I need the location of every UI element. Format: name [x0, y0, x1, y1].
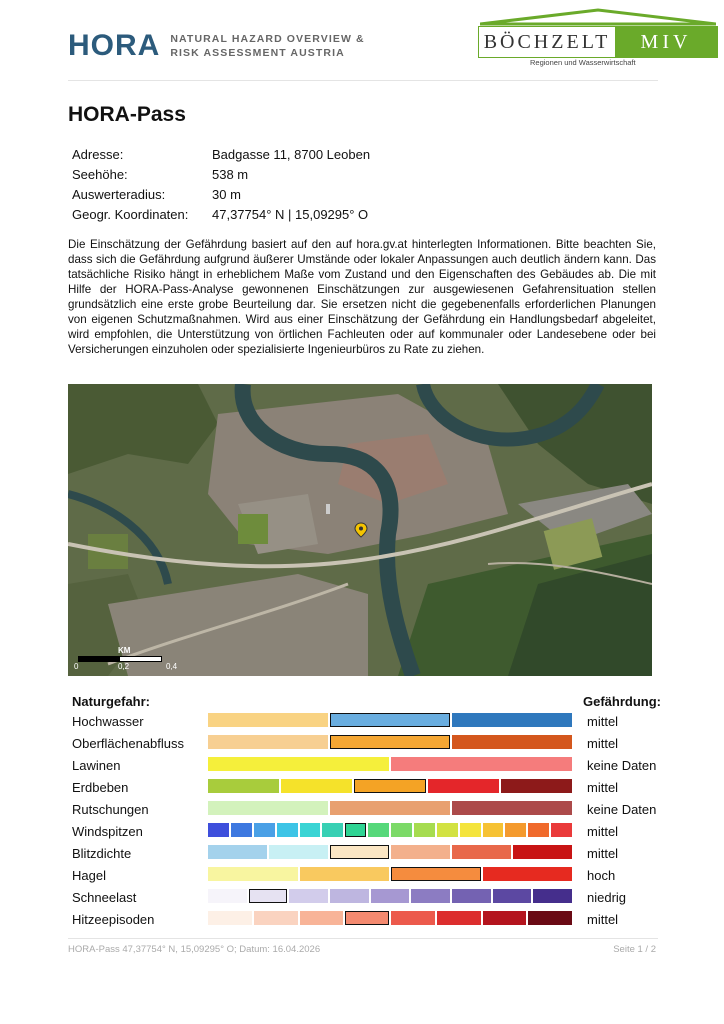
hazard-level: hoch [587, 868, 616, 883]
hazard-level: keine Daten [587, 802, 657, 817]
hazard-scale-segment [330, 801, 450, 815]
hazard-scale-segment [208, 845, 267, 859]
hazard-scale-segment [391, 911, 435, 925]
scale-tick: 0 [74, 662, 79, 671]
hazard-scale-segment [501, 779, 572, 793]
hazard-scale-bar [208, 779, 572, 793]
hazard-scale-segment [289, 889, 328, 903]
hazard-scale-segment [208, 823, 229, 837]
hazard-scale-segment [391, 845, 450, 859]
hazard-scale-segment [528, 911, 572, 925]
hazard-scale-segment [300, 911, 344, 925]
info-label: Geogr. Koordinaten: [72, 207, 189, 222]
page-number: Seite 1 / 2 [613, 944, 656, 955]
hazard-scale-segment [322, 823, 343, 837]
footer-divider [68, 938, 658, 939]
hazard-name: Hochwasser [72, 714, 144, 729]
hazard-scale-segment-selected [354, 779, 425, 793]
hazard-scale-bar [208, 823, 572, 837]
partner-logo [478, 8, 718, 70]
hazard-scale-bar [208, 867, 572, 881]
hazard-scale-segment-selected [345, 911, 389, 925]
hazard-name: Oberflächenabfluss [72, 736, 185, 751]
hazard-scale-segment [460, 823, 481, 837]
hazard-column-header: Naturgefahr: [72, 694, 151, 709]
hazard-scale-segment [208, 713, 328, 727]
partner-logo-tagline: Regionen und Wasserwirtschaft [530, 58, 636, 67]
hazard-scale-segment [208, 735, 328, 749]
hazard-scale-segment-selected [345, 823, 366, 837]
hazard-scale-bar [208, 845, 572, 859]
page-title: HORA-Pass [68, 103, 186, 126]
hazard-name: Erdbeben [72, 780, 129, 795]
hazard-scale-segment [513, 845, 572, 859]
hazard-scale-segment [300, 823, 321, 837]
hora-subtitle-line-2: RISK ASSESSMENT AUSTRIA [170, 47, 345, 59]
hazard-level: mittel [587, 846, 619, 861]
hazard-scale-segment [254, 823, 275, 837]
hazard-scale-segment [483, 911, 527, 925]
hazard-scale-segment [483, 867, 573, 881]
hazard-scale-bar [208, 801, 572, 815]
hazard-scale-segment [391, 757, 572, 771]
hazard-scale-segment [391, 823, 412, 837]
hazard-name: Blitzdichte [72, 846, 132, 861]
hazard-scale-segment [371, 889, 410, 903]
hazard-scale-bar [208, 911, 572, 925]
hazard-scale-segment [437, 823, 458, 837]
scale-unit: KM [118, 646, 131, 655]
hazard-scale-segment-selected [249, 889, 288, 903]
info-value-radius: 30 m [212, 187, 241, 202]
hazard-name: Schneelast [72, 890, 137, 905]
hazard-scale-segment [208, 757, 389, 771]
info-label: Adresse: [72, 147, 124, 162]
hazard-scale-segment-selected [330, 845, 389, 859]
partner-logo-box [478, 26, 718, 58]
hazard-name: Lawinen [72, 758, 121, 773]
hazard-scale-segment [551, 823, 572, 837]
hora-subtitle-line-1: NATURAL HAZARD OVERVIEW & [170, 33, 365, 45]
hazard-scale-segment [231, 823, 252, 837]
hazard-scale-segment [452, 845, 511, 859]
hazard-scale-segment [414, 823, 435, 837]
location-marker-icon [354, 522, 368, 538]
hazard-scale-segment [437, 911, 481, 925]
hazard-name: Hitzeepisoden [72, 912, 155, 927]
hazard-scale-segment [452, 713, 572, 727]
hazard-scale-segment [528, 823, 549, 837]
hazard-level: mittel [587, 714, 619, 729]
hora-logo-subtitle [170, 32, 364, 60]
hazard-scale-segment [452, 801, 572, 815]
hazard-scale-segment [452, 889, 491, 903]
partner-logo-suffix: MIV [615, 27, 717, 57]
intro-paragraph: Die Einschätzung der Gefährdung basiert auf den auf hora.gv.at hinterlegten Informationen. Bitte beachten Sie, dass sich die Gefährdung aufgrund äußerer Umstände oder lokaler Anpassungen auch deutlich ändern kann. Das tatsächliche Risiko hängt in erheblichem Maße vom Zustand und den Eigenschaften des Gebäudes ab. Die mit Hilfe der HORA-Pass-Analyse gewonnenen Einschätzungen zur ausgewiesenen Gefahrensituation stellen grundsätzlich eine erste grobe Beurteilung dar. Sie ersetzen nicht die gegebenenfalls erforderlichen Planungen von eigenen Schutzmaßnahmen. Wird aus einer Einschätzung der Gefährdung ein Handlungsbedarf abgeleitet, wird empfohlen, die Unterstützung von örtlichen Fachleuten oder auf kommunaler oder Landesebene oder bei Versicherungen einzuholen oder spezialisierte Ingenieurbüros zu Rate zu ziehen. [68, 238, 656, 356]
hazard-scale-segment-selected [330, 713, 450, 727]
footer-info: HORA-Pass 47,37754° N, 15,09295° O; Datum: 16.04.2026 [68, 944, 321, 955]
hazard-scale-segment [493, 889, 532, 903]
hazard-scale-segment [208, 911, 252, 925]
hazard-scale-segment [300, 867, 390, 881]
hazard-name: Rutschungen [72, 802, 149, 817]
hazard-level: niedrig [587, 890, 627, 905]
hazard-scale-segment [208, 867, 298, 881]
hazard-name: Hagel [72, 868, 106, 883]
aerial-map[interactable] [68, 384, 652, 676]
hazard-scale-segment [505, 823, 526, 837]
map-scale-bar [74, 646, 178, 672]
hazard-scale-segment [411, 889, 450, 903]
risk-column-header: Gefährdung: [583, 694, 661, 709]
hazard-level: mittel [587, 736, 619, 751]
info-value-coordinates: 47,37754° N | 15,09295° O [212, 207, 369, 222]
hazard-level: mittel [587, 824, 619, 839]
hazard-scale-segment [281, 779, 352, 793]
scale-tick: 0,4 [166, 662, 178, 671]
hazard-scale-segment [254, 911, 298, 925]
hazard-scale-segment [269, 845, 328, 859]
hazard-scale-segment [368, 823, 389, 837]
hazard-scale-segment [208, 801, 328, 815]
info-label: Auswerteradius: [72, 187, 166, 202]
hazard-scale-segment-selected [330, 735, 450, 749]
hazard-scale-segment [208, 779, 279, 793]
hazard-scale-bar [208, 757, 572, 771]
hazard-scale-segment [277, 823, 298, 837]
hazard-scale-bar [208, 889, 572, 903]
hazard-level: keine Daten [587, 758, 657, 773]
hazard-scale-segment [483, 823, 504, 837]
info-value-elevation: 538 m [212, 167, 249, 182]
roof-icon [480, 8, 716, 26]
header-divider [68, 80, 658, 81]
hazard-scale-segment [452, 735, 572, 749]
hora-logo [68, 28, 365, 64]
hazard-scale-segment [208, 889, 247, 903]
scale-tick: 0,2 [118, 662, 130, 671]
hazard-scale-segment [330, 889, 369, 903]
info-value-address: Badgasse 11, 8700 Leoben [212, 147, 371, 162]
hazard-name: Windspitzen [72, 824, 143, 839]
hazard-scale-segment [533, 889, 572, 903]
hora-logo-word: HORA [68, 29, 161, 62]
hazard-scale-segment-selected [391, 867, 481, 881]
hazard-scale-bar [208, 713, 572, 727]
partner-logo-name: BÖCHZELT [479, 27, 615, 57]
hazard-scale-bar [208, 735, 572, 749]
info-label: Seehöhe: [72, 167, 128, 182]
hazard-scale-segment [428, 779, 499, 793]
hazard-level: mittel [587, 780, 619, 795]
hazard-level: mittel [587, 912, 619, 927]
